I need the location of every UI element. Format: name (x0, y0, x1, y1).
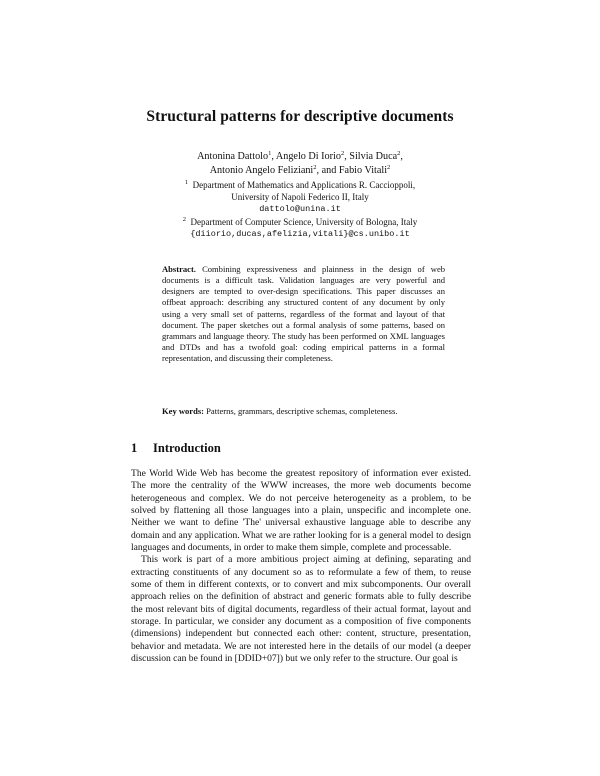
affiliations (0, 180, 600, 243)
author-affiliation-mark: 2 (313, 164, 317, 171)
author-affiliation-mark: 1 (268, 150, 272, 157)
author-affiliation-mark: 2 (397, 150, 401, 157)
section-heading (131, 441, 221, 456)
author-name: Silvia Duca (349, 151, 398, 162)
affiliation-line: Department of Mathematics and Applications R. Caccioppoli, (192, 180, 416, 190)
affiliation-1 (0, 180, 600, 215)
affiliation-number: 2 (182, 216, 187, 224)
author-list (0, 150, 600, 178)
paper-title: Structural patterns for descriptive documents (146, 108, 454, 125)
paragraph: This work is part of a more ambitious project aiming at defining, separating and extracting constituents of any document so as to reformulate a few of them, to reuse some of them in different contexts, or to convert and mix subcomponents. Our overall approach relies on the definition of abstract and generic formats able to fully describe the most relevant bits of digital documents, regardless of their actual format, layout and storage. In particular, we consider any document as a composition of five components (dimensions) independent but connected each other: content, structure, presentation, behavior and metadata. We are not interested here in the details of our model (a deeper discussion can be found in [DDID+07]) but we only refer to the structure. Our goal is (131, 554, 471, 665)
keywords-label: Key words: (162, 406, 205, 416)
keywords-text: Patterns, grammars, descriptive schemas, completeness. (206, 406, 398, 416)
author-name: Antonio Angelo Feliziani (209, 165, 314, 176)
body-text (131, 468, 471, 666)
authors-line-1: Antonina Dattolo$^1$, Angelo Di Iorio$^2$, Silvia Duca$^2$, (197, 150, 403, 162)
paragraph: The World Wide Web has become the greatest repository of information ever existed. The more the centrality of the WWW increases, the more web documents become heterogeneous and complex. We do not perceive heterogeneity as a problem, to be solved by flattening all those languages into a plain, unspecific and incomplete one. Neither we want to define 'The' universal exhaustive language able to describe any domain and any application. What we are rather looking for is a general model to design languages and documents, in order to make them simple, complete and processable. (131, 468, 471, 554)
affiliation-email[interactable]: dattolo@unina.it (259, 203, 341, 214)
author-name: Angelo Di Iorio (275, 151, 341, 162)
affiliation-email[interactable]: {diiorio,ducas,afelizia,vitali}@cs.unibo.it (190, 229, 410, 240)
affiliation-line: University of Napoli Federico II, Italy (231, 191, 369, 202)
author-name: Antonina Dattolo (197, 151, 269, 162)
affiliation-line: Department of Computer Science, University of Bologna, Italy (190, 217, 418, 228)
abstract (162, 264, 445, 364)
affiliation-number: 1 (184, 179, 189, 186)
authors-line-2: Antonio Angelo Feliziani$^2$, and Fabio Vitali$^2$ (209, 164, 391, 176)
abstract-text: Combining expressiveness and plainness in the design of web documents is a difficult task. Validation languages are very powerful and designers are tempted to over-design specifications. This paper discusses an offbeat approach: describing any structured content of any document by only using a very small set of patterns, regardless of the format and layout of that document. The paper sketches out a formal analysis of some patterns, based on grammars and language theory. The study has been performed on XML languages and DTDs and has a twofold goal: coding empirical patterns in a formal representation, and discussing their completeness. (162, 264, 446, 364)
author-affiliation-mark: 2 (387, 164, 391, 171)
abstract-label: Abstract. (162, 264, 196, 274)
section-number: 1 (131, 441, 138, 455)
section-title: Introduction (153, 441, 221, 455)
keywords (162, 406, 445, 417)
affiliation-2 (0, 217, 600, 241)
author-affiliation-mark: 2 (340, 150, 345, 157)
author-name: Fabio Vitali (338, 165, 388, 176)
